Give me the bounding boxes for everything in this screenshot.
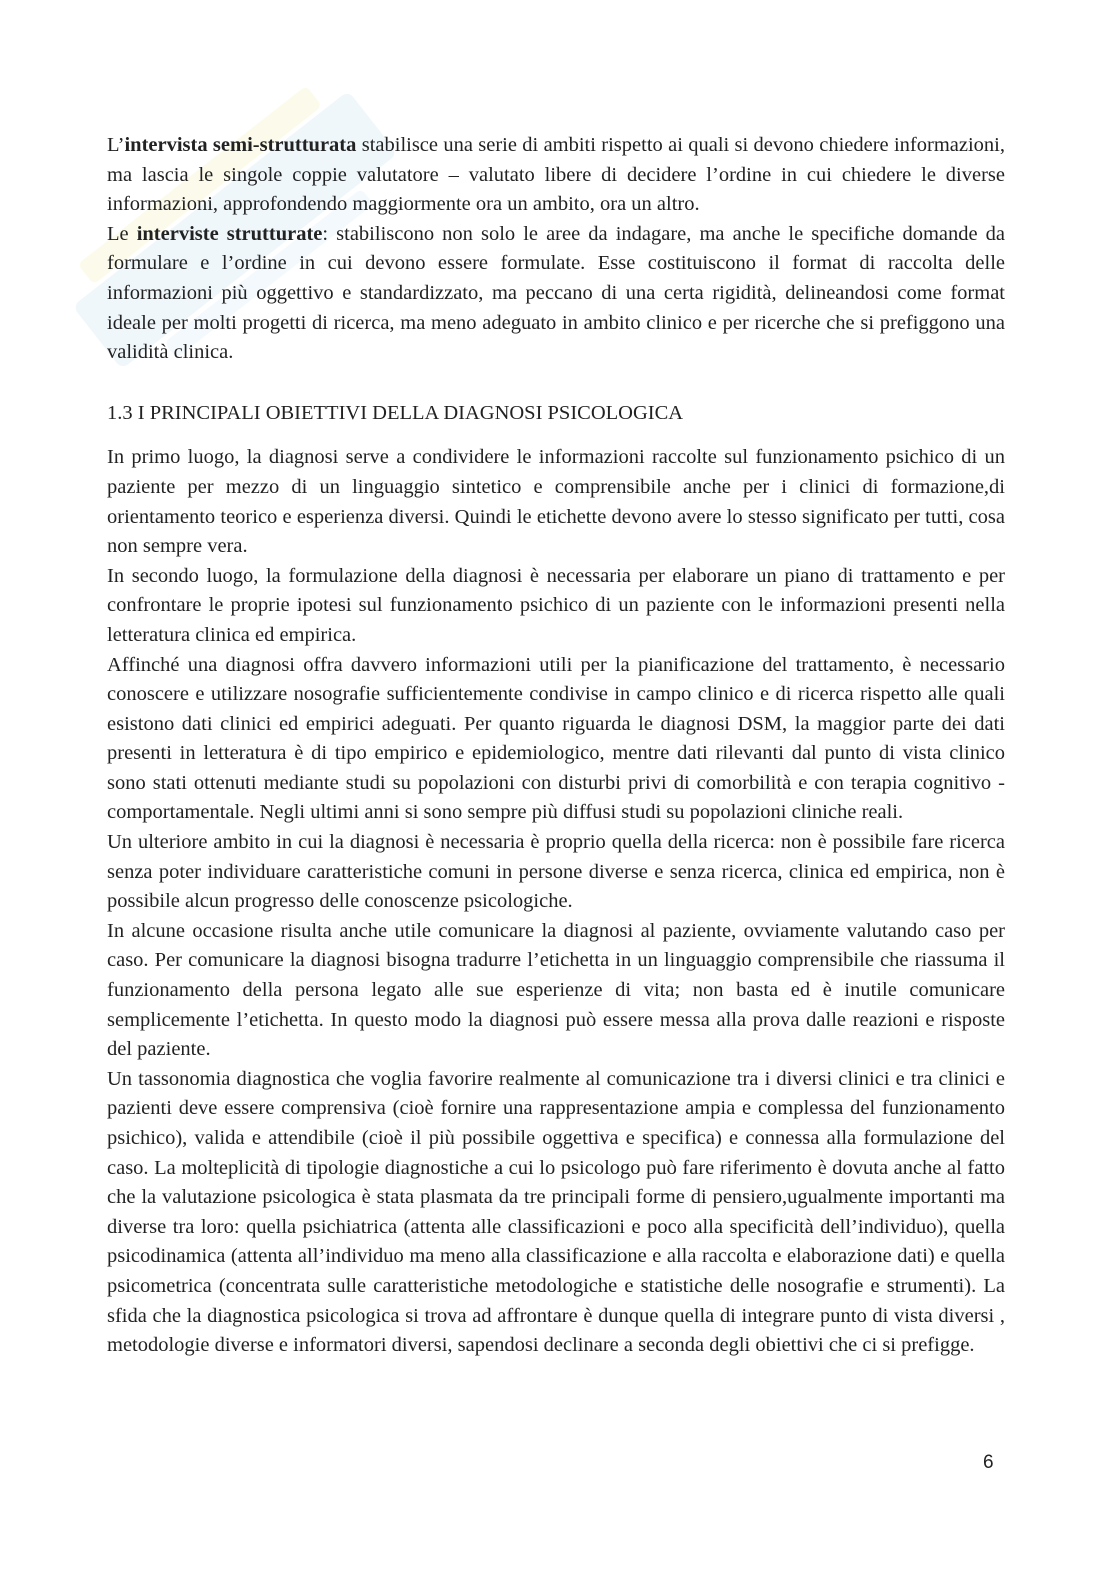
paragraph-research: Un ulteriore ambito in cui la diagnosi è necessaria è proprio quella della ricerca: non è possibile fare ricerca senza poter individuare caratteristiche comuni in persone diverse e senza ricerca, clinica ed empirica, non è possibile alcun progresso delle conoscenze psicologiche. xyxy=(107,831,1005,913)
paragraph-semi-structured-interview: L’intervista semi-strutturata stabilisce una serie di ambiti rispetto ai quali si devono chiedere informazioni, ma lascia le singole coppie valutatore – valutato libere di decidere l’ordine in cui chiedere le diverse informazioni, approfondendo maggiormente ora un ambito, ora un altro. xyxy=(107,134,1005,216)
document-body xyxy=(107,131,1005,1361)
paragraph-structured-interviews: Le interviste strutturate: stabiliscono non solo le aree da indagare, ma anche le specifiche domande da formulare e l’ordine in cui devono essere formulate. Esse costituiscono il format di raccolta delle informazioni più oggettivo e standardizzato, ma peccano di una certa rigidità, delineandosi come format ideale per molti progetti di ricerca, ma meno adeguato in ambito clinico e per ricerche che si prefiggono una validità clinica. xyxy=(107,222,1006,364)
paragraph-second-objective: In secondo luogo, la formulazione della diagnosi è necessaria per elaborare un piano di trattamento e per confrontare le proprie ipotesi sul funzionamento psichico di un paziente con le informazioni presenti nella letteratura clinica ed empirica. xyxy=(107,564,1005,646)
paragraph-treatment-planning: Affinché una diagnosi offra davvero informazioni utili per la pianificazione del trattamento, è necessario conoscere e utilizzare nosografie sufficientemente condivise in campo clinico e di ricerca rispetto alle quali esistono dati clinici ed empirici adeguati. Per quanto riguarda le diagnosi DSM, la maggior parte dei dati presenti in letteratura è di tipo empirico e epidemiologico, mentre dati rilevanti dal punto di vista clinico sono stati ottenuti mediante studi su popolazioni con disturbi privi di comorbilità e con terapia cognitivo - comportamentale. Negli ultimi anni si sono sempre più diffusi studi su popolazioni cliniche reali. xyxy=(107,653,1005,824)
section-heading: 1.3 I PRINCIPALI OBIETTIVI DELLA DIAGNOSI PSICOLOGICA xyxy=(107,401,684,424)
term-structured: interviste strutturate xyxy=(136,222,323,245)
paragraph-first-objective: In primo luogo, la diagnosi serve a condividere le informazioni raccolte sul funzionamento psichico di un paziente per mezzo di un linguaggio sintetico e comprensibile anche per i clinici di formazione,di orientamento teorico e esperienza diversi. Quindi le etichette devono avere lo stesso significato per tutti, cosa non sempre vera. xyxy=(107,446,1005,558)
paragraph-communication: In alcune occasione risulta anche utile comunicare la diagnosi al paziente, ovviamente valutando caso per caso. Per comunicare la diagnosi bisogna tradurre l’etichetta in un linguaggio comprensibile che riassuma il funzionamento della persona legato alle sue esperienze di vita; non basta ed è inutile comunicare semplicemente l’etichetta. In questo modo la diagnosi può essere messa alla prova dalle reazioni e risposte del paziente. xyxy=(107,919,1005,1061)
page-number: 6 xyxy=(983,1452,994,1473)
paragraph-taxonomy: Un tassonomia diagnostica che voglia favorire realmente al comunicazione tra i diversi clinici e tra clinici e pazienti deve essere comprensiva (cioè fornire una rappresentazione ampia e complessa del funzionamento psichico), valida e attendibile (cioè il più possibile oggettiva e specifica) e connessa alla formulazione del caso. La molteplicità di tipologie diagnostiche a cui lo psicologo può fare riferimento è dovuta anche al fatto che la valutazione psicologica è stata plasmata da tre principali forme di pensiero,ugualmente importanti ma diverse tra loro: quella psichiatrica (attenta alle classificazioni e poco alla specificità dell’individuo), quella psicodinamica (attenta all’individuo ma meno alla classificazione e alla raccolta e elaborazione dati) e quella psicometrica (concentrata sulle caratteristiche metodologiche e statistiche delle nosografie e strumenti). La sfida che la diagnostica psicologica si trova ad affrontare è dunque quella di integrare punto di vista diversi , metodologie diverse e informatori diversi, sapendosi declinare a seconda degli obiettivi che ci si prefigge. xyxy=(107,1067,1005,1357)
term-semi-structured: intervista semi-strutturata xyxy=(124,134,357,156)
